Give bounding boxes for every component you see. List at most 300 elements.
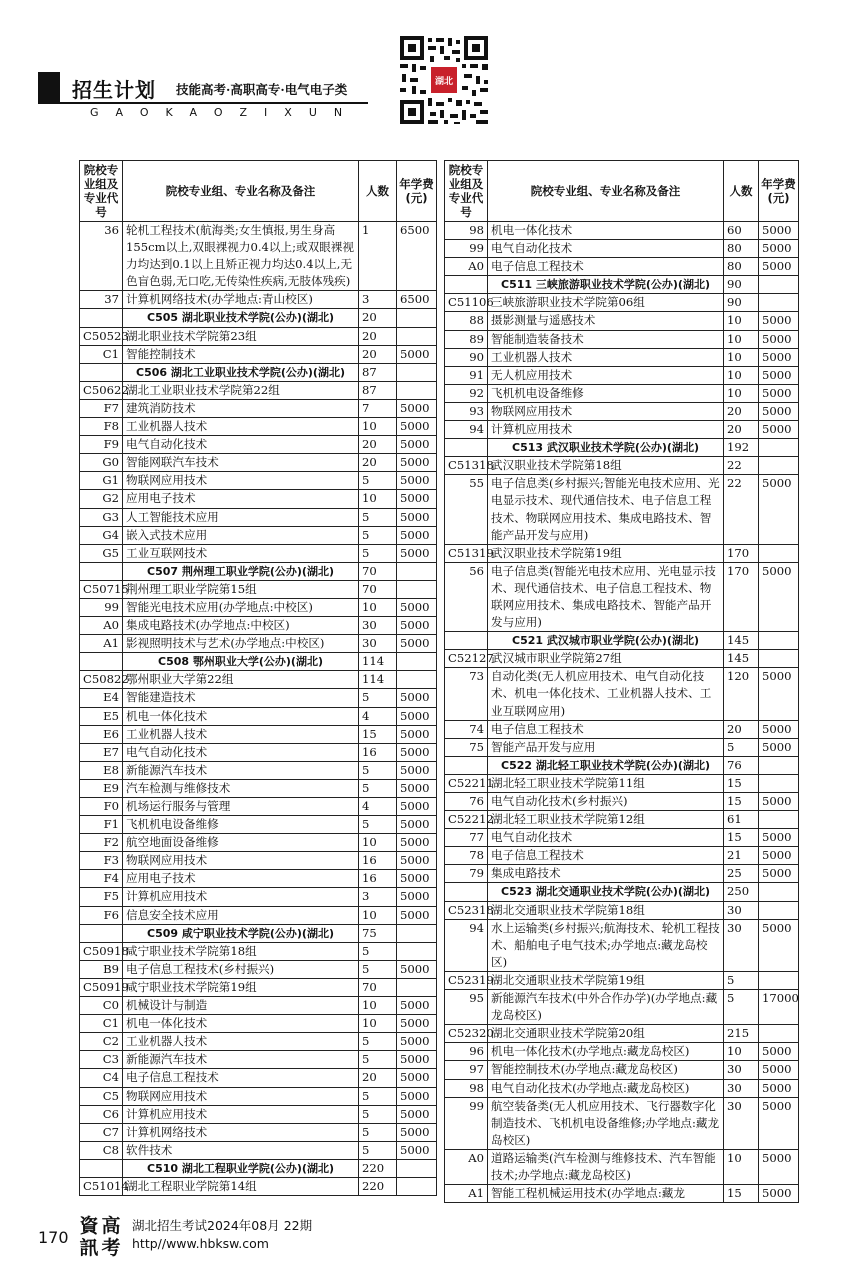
cell-name: 智能产品开发与应用 <box>488 738 724 756</box>
cell-name: 物联网应用技术 <box>123 1087 359 1105</box>
cell-fee: 5000 <box>759 919 799 971</box>
cell-count: 10 <box>724 1149 759 1184</box>
major-row <box>445 990 799 1025</box>
cell-count: 5 <box>724 990 759 1025</box>
cell-count: 5 <box>359 1105 397 1123</box>
major-row <box>80 598 437 616</box>
cell-count: 5 <box>359 1087 397 1105</box>
school-row <box>80 1159 437 1177</box>
cell-name: 湖北工业职业技术学院第22组 <box>123 381 359 399</box>
cell-code: 77 <box>445 829 488 847</box>
cell-name: 湖北职业技术学院第23组 <box>123 327 359 345</box>
col-header-name: 院校专业组、专业名称及备注 <box>123 161 359 222</box>
cell-code: 92 <box>445 384 488 402</box>
cell-fee: 5000 <box>759 1149 799 1184</box>
cell-count: 20 <box>724 421 759 439</box>
cell-code: 36 <box>80 222 123 291</box>
cell-code: 99 <box>80 598 123 616</box>
col-header-fee: 年学费(元) <box>759 161 799 222</box>
cell-code: A0 <box>445 1149 488 1184</box>
svg-text:考: 考 <box>101 1237 121 1259</box>
cell-name: C521 武汉城市职业学院(公办)(湖北) <box>488 632 724 650</box>
cell-count: 20 <box>359 454 397 472</box>
page-header <box>38 72 368 120</box>
cell-code: F9 <box>80 436 123 454</box>
cell-code: 91 <box>445 366 488 384</box>
cell-fee <box>397 942 437 960</box>
cell-name: 武汉城市职业学院第27组 <box>488 650 724 668</box>
enrollment-table-right <box>444 160 799 1203</box>
cell-fee: 5000 <box>397 779 437 797</box>
cell-name: 汽车检测与维修技术 <box>123 779 359 797</box>
cell-code: 99 <box>445 240 488 258</box>
cell-code: G1 <box>80 472 123 490</box>
major-row <box>445 475 799 544</box>
cell-code: 98 <box>445 1079 488 1097</box>
cell-fee <box>397 309 437 327</box>
cell-name: C505 湖北职业技术学院(公办)(湖北) <box>123 309 359 327</box>
cell-code: C50715 <box>80 580 123 598</box>
major-row <box>445 1149 799 1184</box>
cell-code: 73 <box>445 668 488 720</box>
cell-code: 94 <box>445 919 488 971</box>
cell-count: 5 <box>359 960 397 978</box>
table-body-right <box>445 222 799 1203</box>
cell-count: 15 <box>724 793 759 811</box>
cell-code: F1 <box>80 816 123 834</box>
cell-code: F2 <box>80 834 123 852</box>
cell-code: C51319 <box>445 544 488 562</box>
major-row <box>80 725 437 743</box>
cell-code <box>445 883 488 901</box>
cell-code: E6 <box>80 725 123 743</box>
cell-count: 30 <box>724 1061 759 1079</box>
cell-code: C50523 <box>80 327 123 345</box>
cell-fee <box>759 901 799 919</box>
major-row <box>80 997 437 1015</box>
cell-fee: 5000 <box>759 348 799 366</box>
cell-fee <box>759 1025 799 1043</box>
cell-code: 37 <box>80 291 123 309</box>
cell-count: 250 <box>724 883 759 901</box>
header-pinyin: GAOKAOZIXUN <box>90 106 360 119</box>
cell-count: 114 <box>359 653 397 671</box>
major-row <box>80 508 437 526</box>
cell-name: 电气自动化技术(乡村振兴) <box>488 793 724 811</box>
cell-fee: 5000 <box>759 222 799 240</box>
cell-count: 87 <box>359 381 397 399</box>
cell-name: 集成电路技术(办学地点:中校区) <box>123 617 359 635</box>
cell-count: 20 <box>359 309 397 327</box>
col-header-fee: 年学费(元) <box>397 161 437 222</box>
cell-code: 78 <box>445 847 488 865</box>
major-row <box>80 743 437 761</box>
cell-code <box>80 1159 123 1177</box>
cell-fee <box>397 978 437 996</box>
cell-count: 15 <box>724 829 759 847</box>
cell-code: E9 <box>80 779 123 797</box>
cell-fee <box>397 381 437 399</box>
footer-url: http//www.hbksw.com <box>132 1236 269 1251</box>
cell-fee: 5000 <box>397 761 437 779</box>
school-row <box>80 309 437 327</box>
cell-fee: 5000 <box>759 562 799 631</box>
cell-code <box>445 439 488 457</box>
cell-name: 建筑消防技术 <box>123 399 359 417</box>
major-row <box>445 312 799 330</box>
cell-code: C51318 <box>445 457 488 475</box>
cell-code: E8 <box>80 761 123 779</box>
cell-code: C51106 <box>445 294 488 312</box>
cell-count: 22 <box>724 457 759 475</box>
cell-fee: 5000 <box>759 384 799 402</box>
cell-name: 智能制造装备技术 <box>488 330 724 348</box>
cell-fee: 5000 <box>397 725 437 743</box>
cell-count: 5 <box>359 508 397 526</box>
cell-code <box>445 276 488 294</box>
table-header-row <box>80 161 437 222</box>
cell-code: 97 <box>445 1061 488 1079</box>
cell-name: 电气自动化技术 <box>488 829 724 847</box>
col-header-name: 院校专业组、专业名称及备注 <box>488 161 724 222</box>
cell-fee: 5000 <box>759 1061 799 1079</box>
cell-count: 1 <box>359 222 397 291</box>
cell-fee: 5000 <box>397 598 437 616</box>
cell-code: 96 <box>445 1043 488 1061</box>
cell-name: C507 荆州理工职业学院(公办)(湖北) <box>123 562 359 580</box>
cell-count: 16 <box>359 743 397 761</box>
cell-code <box>445 632 488 650</box>
cell-name: 机械设计与制造 <box>123 997 359 1015</box>
cell-count: 30 <box>724 1079 759 1097</box>
major-row <box>445 240 799 258</box>
cell-fee: 5000 <box>759 738 799 756</box>
cell-count: 10 <box>359 418 397 436</box>
cell-code <box>80 924 123 942</box>
cell-count: 30 <box>724 1097 759 1149</box>
cell-name: 飞机机电设备维修 <box>123 816 359 834</box>
svg-text:訊: 訊 <box>79 1237 99 1259</box>
page-number: 170 <box>38 1228 69 1247</box>
cell-name: 应用电子技术 <box>123 870 359 888</box>
cell-fee <box>759 294 799 312</box>
header-rule <box>38 102 368 104</box>
cell-code: C52319 <box>445 971 488 989</box>
cell-fee: 5000 <box>759 793 799 811</box>
cell-code: G4 <box>80 526 123 544</box>
cell-name: 轮机工程技术(航海类;女生慎报,男生身高155cm以上,双眼裸视力0.4以上;或双眼裸视力均达到0.1以上且矫正视力均达0.4以上,无色盲色弱,无口吃,无传染性疾病,无肢体残疾) <box>123 222 359 291</box>
cell-count: 10 <box>359 997 397 1015</box>
cell-fee <box>397 671 437 689</box>
cell-count: 114 <box>359 671 397 689</box>
cell-fee: 5000 <box>397 490 437 508</box>
cell-code: F5 <box>80 888 123 906</box>
cell-name: 电子信息工程技术(乡村振兴) <box>123 960 359 978</box>
major-row <box>445 330 799 348</box>
cell-name: 三峡旅游职业技术学院第06组 <box>488 294 724 312</box>
cell-name: 咸宁职业技术学院第19组 <box>123 978 359 996</box>
cell-count: 3 <box>359 291 397 309</box>
cell-name: 水上运输类(乡村振兴;航海技术、轮机工程技术、船舶电子电气技术;办学地点:藏龙岛校区) <box>488 919 724 971</box>
group-row <box>445 294 799 312</box>
cell-name: 湖北轻工职业技术学院第12组 <box>488 811 724 829</box>
cell-code: 94 <box>445 421 488 439</box>
cell-name: 电子信息工程技术 <box>488 258 724 276</box>
cell-name: 影视照明技术与艺术(办学地点:中校区) <box>123 635 359 653</box>
cell-name: 计算机网络技术 <box>123 1123 359 1141</box>
cell-code: C2 <box>80 1033 123 1051</box>
cell-count: 10 <box>724 348 759 366</box>
cell-count: 30 <box>724 901 759 919</box>
cell-name: 智能工程机械运用技术(办学地点:藏龙 <box>488 1185 724 1203</box>
cell-name: 湖北工程职业学院第14组 <box>123 1177 359 1195</box>
cell-count: 5 <box>724 738 759 756</box>
cell-name: 智能网联汽车技术 <box>123 454 359 472</box>
cell-name: 湖北交通职业技术学院第18组 <box>488 901 724 919</box>
cell-code: C50919 <box>80 978 123 996</box>
cell-count: 220 <box>359 1177 397 1195</box>
cell-code: A1 <box>445 1185 488 1203</box>
cell-name: C508 鄂州职业大学(公办)(湖北) <box>123 653 359 671</box>
cell-fee <box>397 580 437 598</box>
cell-name: 咸宁职业技术学院第18组 <box>123 942 359 960</box>
cell-fee: 5000 <box>397 436 437 454</box>
school-row <box>445 276 799 294</box>
cell-name: 信息安全技术应用 <box>123 906 359 924</box>
school-row <box>80 562 437 580</box>
cell-fee: 5000 <box>397 1105 437 1123</box>
major-row <box>445 366 799 384</box>
major-row <box>445 1061 799 1079</box>
cell-count: 70 <box>359 562 397 580</box>
cell-count: 5 <box>359 779 397 797</box>
major-row <box>445 222 799 240</box>
cell-fee <box>397 1177 437 1195</box>
cell-fee <box>397 327 437 345</box>
cell-code: 74 <box>445 720 488 738</box>
major-row <box>80 345 437 363</box>
cell-count: 30 <box>359 635 397 653</box>
cell-count: 145 <box>724 632 759 650</box>
cell-name: 飞机机电设备维修 <box>488 384 724 402</box>
cell-fee <box>759 439 799 457</box>
cell-fee <box>759 883 799 901</box>
cell-fee: 5000 <box>759 847 799 865</box>
cell-name: C523 湖北交通职业技术学院(公办)(湖北) <box>488 883 724 901</box>
cell-code <box>445 756 488 774</box>
major-row <box>80 1069 437 1087</box>
cell-fee <box>397 1159 437 1177</box>
cell-count: 5 <box>359 1123 397 1141</box>
cell-name: 航空装备类(无人机应用技术、飞行器数字化制造技术、飞机机电设备维修;办学地点:藏龙岛校区) <box>488 1097 724 1149</box>
cell-fee: 5000 <box>759 829 799 847</box>
col-header-count: 人数 <box>359 161 397 222</box>
footer-issue: 湖北招生考试2024年08月 22期 <box>132 1218 313 1233</box>
cell-code: G2 <box>80 490 123 508</box>
cell-code: 76 <box>445 793 488 811</box>
cell-name: 嵌入式技术应用 <box>123 526 359 544</box>
cell-count: 20 <box>359 345 397 363</box>
major-row <box>445 421 799 439</box>
major-row <box>80 436 437 454</box>
cell-fee: 5000 <box>759 240 799 258</box>
cell-name: 湖北轻工职业技术学院第11组 <box>488 774 724 792</box>
cell-code: 95 <box>445 990 488 1025</box>
cell-count: 5 <box>359 942 397 960</box>
cell-name: 湖北交通职业技术学院第19组 <box>488 971 724 989</box>
cell-count: 15 <box>359 725 397 743</box>
cell-name: 新能源汽车技术(中外合作办学)(办学地点:藏龙岛校区) <box>488 990 724 1025</box>
cell-count: 4 <box>359 707 397 725</box>
cell-fee: 17000 <box>759 990 799 1025</box>
group-row <box>80 580 437 598</box>
cell-name: 鄂州职业大学第22组 <box>123 671 359 689</box>
major-row <box>80 707 437 725</box>
cell-name: C522 湖北轻工职业技术学院(公办)(湖北) <box>488 756 724 774</box>
cell-code: F3 <box>80 852 123 870</box>
table-header-row <box>445 161 799 222</box>
cell-code: C50622 <box>80 381 123 399</box>
cell-fee: 5000 <box>397 906 437 924</box>
cell-fee <box>759 971 799 989</box>
enrollment-table-left <box>79 160 437 1196</box>
cell-count: 20 <box>359 1069 397 1087</box>
major-row <box>445 258 799 276</box>
major-row <box>80 222 437 291</box>
cell-code: 90 <box>445 348 488 366</box>
major-row <box>80 617 437 635</box>
cell-name: 电气自动化技术 <box>123 436 359 454</box>
major-row <box>80 291 437 309</box>
header-black-block <box>38 72 60 102</box>
major-row <box>445 793 799 811</box>
major-row <box>80 798 437 816</box>
major-row <box>80 1051 437 1069</box>
cell-count: 22 <box>724 475 759 544</box>
cell-name: 工业机器人技术 <box>123 725 359 743</box>
cell-code <box>80 562 123 580</box>
cell-count: 20 <box>724 402 759 420</box>
cell-fee: 5000 <box>759 402 799 420</box>
cell-fee <box>397 924 437 942</box>
cell-name: 智能光电技术应用(办学地点:中校区) <box>123 598 359 616</box>
major-row <box>80 779 437 797</box>
cell-fee: 5000 <box>759 475 799 544</box>
cell-fee: 5000 <box>397 544 437 562</box>
cell-fee <box>759 544 799 562</box>
col-header-code: 院校专业组及专业代号 <box>80 161 123 222</box>
cell-fee: 5000 <box>759 668 799 720</box>
major-row <box>80 544 437 562</box>
cell-fee: 5000 <box>397 1087 437 1105</box>
cell-count: 3 <box>359 888 397 906</box>
col-header-count: 人数 <box>724 161 759 222</box>
major-row <box>445 847 799 865</box>
school-row <box>80 653 437 671</box>
cell-fee <box>397 562 437 580</box>
cell-fee <box>759 774 799 792</box>
major-row <box>80 454 437 472</box>
school-row <box>80 363 437 381</box>
cell-fee: 5000 <box>397 834 437 852</box>
cell-fee <box>759 457 799 475</box>
cell-count: 21 <box>724 847 759 865</box>
cell-count: 16 <box>359 870 397 888</box>
major-row <box>445 720 799 738</box>
cell-count: 20 <box>724 720 759 738</box>
cell-code: C52211 <box>445 774 488 792</box>
cell-fee: 5000 <box>397 1123 437 1141</box>
cell-count: 4 <box>359 798 397 816</box>
cell-code: C0 <box>80 997 123 1015</box>
major-row <box>445 1079 799 1097</box>
cell-fee <box>759 811 799 829</box>
cell-code <box>80 309 123 327</box>
major-row <box>80 490 437 508</box>
cell-fee <box>397 653 437 671</box>
cell-code: 99 <box>445 1097 488 1149</box>
major-row <box>80 960 437 978</box>
cell-name: 摄影测量与遥感技术 <box>488 312 724 330</box>
cell-count: 5 <box>359 1141 397 1159</box>
cell-count: 145 <box>724 650 759 668</box>
cell-fee: 5000 <box>759 1079 799 1097</box>
major-row <box>445 668 799 720</box>
major-row <box>445 1185 799 1203</box>
cell-count: 7 <box>359 399 397 417</box>
cell-name: 智能建造技术 <box>123 689 359 707</box>
cell-count: 61 <box>724 811 759 829</box>
cell-fee: 5000 <box>759 720 799 738</box>
cell-count: 16 <box>359 852 397 870</box>
cell-fee: 5000 <box>397 852 437 870</box>
major-row <box>80 816 437 834</box>
cell-code: E7 <box>80 743 123 761</box>
cell-fee: 5000 <box>397 689 437 707</box>
group-row <box>80 978 437 996</box>
cell-name: 武汉职业技术学院第19组 <box>488 544 724 562</box>
group-row <box>445 811 799 829</box>
cell-name: 自动化类(无人机应用技术、电气自动化技术、机电一体化技术、工业机器人技术、工业互联网应用) <box>488 668 724 720</box>
cell-code: G0 <box>80 454 123 472</box>
cell-code <box>80 653 123 671</box>
cell-code: F7 <box>80 399 123 417</box>
group-row <box>80 1177 437 1195</box>
cell-fee: 5000 <box>397 798 437 816</box>
major-row <box>80 472 437 490</box>
group-row <box>80 327 437 345</box>
cell-fee: 5000 <box>397 508 437 526</box>
cell-code: G3 <box>80 508 123 526</box>
cell-count: 60 <box>724 222 759 240</box>
cell-name: 计算机应用技术 <box>123 888 359 906</box>
cell-name: 智能控制技术(办学地点:藏龙岛校区) <box>488 1061 724 1079</box>
cell-name: 工业机器人技术 <box>123 418 359 436</box>
cell-code: C52320 <box>445 1025 488 1043</box>
cell-fee: 5000 <box>397 816 437 834</box>
cell-count: 15 <box>724 1185 759 1203</box>
cell-name: C506 湖北工业职业技术学院(公办)(湖北) <box>123 363 359 381</box>
cell-name: 计算机网络技术(办学地点:青山校区) <box>123 291 359 309</box>
school-row <box>445 756 799 774</box>
major-row <box>445 402 799 420</box>
group-row <box>80 671 437 689</box>
major-row <box>80 888 437 906</box>
cell-fee: 5000 <box>759 1185 799 1203</box>
cell-code: B9 <box>80 960 123 978</box>
cell-name: 工业机器人技术 <box>488 348 724 366</box>
major-row <box>80 1105 437 1123</box>
